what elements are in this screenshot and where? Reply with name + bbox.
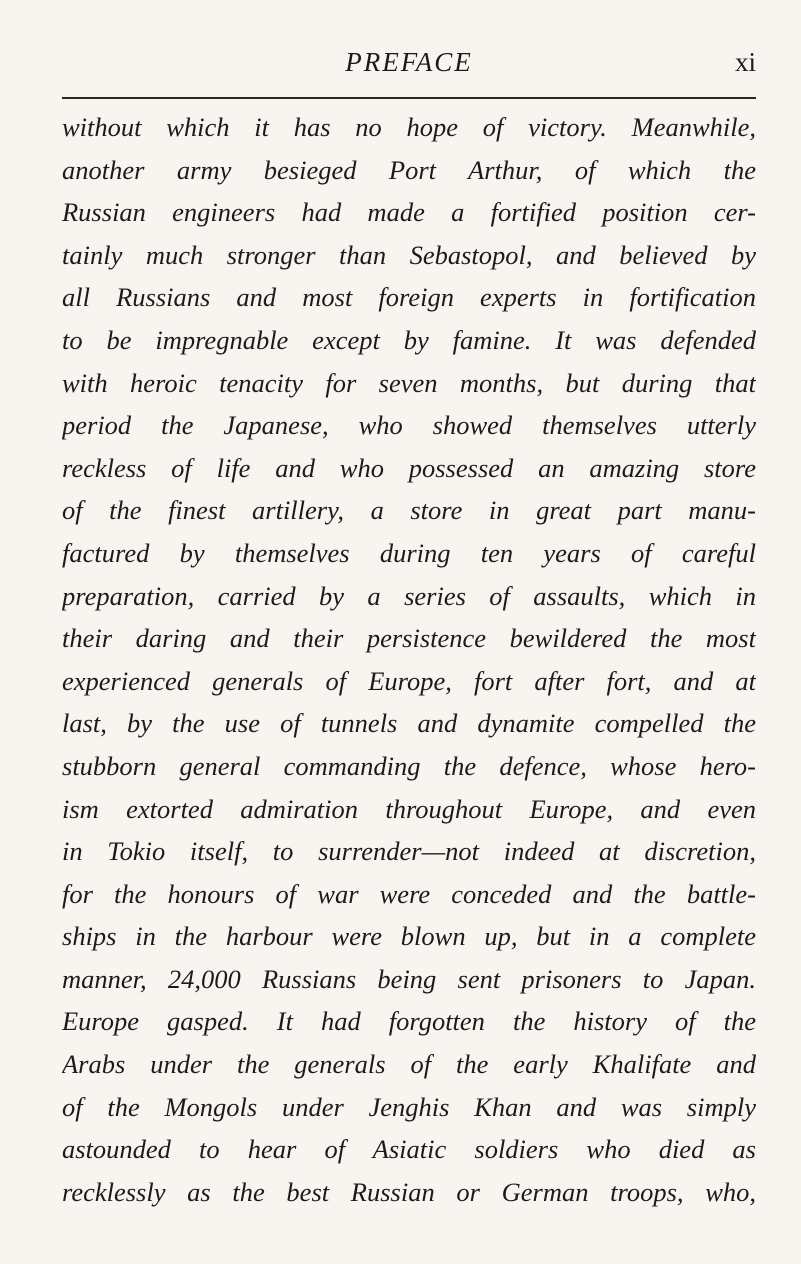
text-line: Europe gasped. It had forgotten the history of the: [62, 1006, 756, 1037]
text-line: last, by the use of tunnels and dynamite compelled the: [62, 708, 756, 739]
text-line: another army besieged Port Arthur, of which the: [62, 154, 756, 185]
text-line: of the Mongols under Jenghis Khan and was simply: [62, 1091, 756, 1122]
text-line: manner, 24,000 Russians being sent prisoners to Japan.: [62, 963, 756, 994]
text-line: all Russians and most foreign experts in fortification: [62, 282, 756, 313]
text-line: their daring and their persistence bewildered the most: [62, 623, 756, 654]
text-line: experienced generals of Europe, fort after fort, and at: [62, 665, 756, 696]
text-line: period the Japanese, who showed themselves utterly: [62, 410, 756, 441]
text-line: without which it has no hope of victory. Meanwhile,: [62, 112, 756, 142]
text-line: Arabs under the generals of the early Khalifate and: [62, 1049, 756, 1080]
text-line: in Tokio itself, to surrender—not indeed at discretion,: [62, 836, 756, 867]
text-line: for the honours of war were conceded and the battle-: [62, 878, 756, 909]
running-title: PREFACE: [345, 47, 473, 77]
text-line: of the finest artillery, a store in great part manu-: [62, 495, 756, 526]
running-head: [62, 44, 756, 84]
text-line: recklessly as the best Russian or German troops, who,: [62, 1176, 756, 1207]
text-line: to be impregnable except by famine. It was defended: [62, 324, 756, 355]
text-line: Russian engineers had made a fortified position cer-: [62, 197, 756, 228]
text-line: stubborn general commanding the defence, whose hero-: [62, 750, 756, 781]
text-line: tainly much stronger than Sebastopol, and believed by: [62, 239, 756, 270]
page-number: xi: [734, 47, 756, 77]
text-line: ships in the harbour were blown up, but in a complete: [62, 921, 756, 952]
text-line: factured by themselves during ten years of careful: [62, 537, 756, 568]
text-line: ism extorted admiration throughout Europe, and even: [62, 793, 756, 824]
text-line: with heroic tenacity for seven months, but during that: [62, 367, 756, 398]
text-line: reckless of life and who possessed an amazing store: [62, 452, 756, 483]
text-line: preparation, carried by a series of assaults, which in: [62, 580, 756, 611]
text-line: astounded to hear of Asiatic soldiers who died as: [62, 1134, 756, 1165]
body-text: [62, 106, 756, 1213]
header-rule: [62, 97, 756, 99]
